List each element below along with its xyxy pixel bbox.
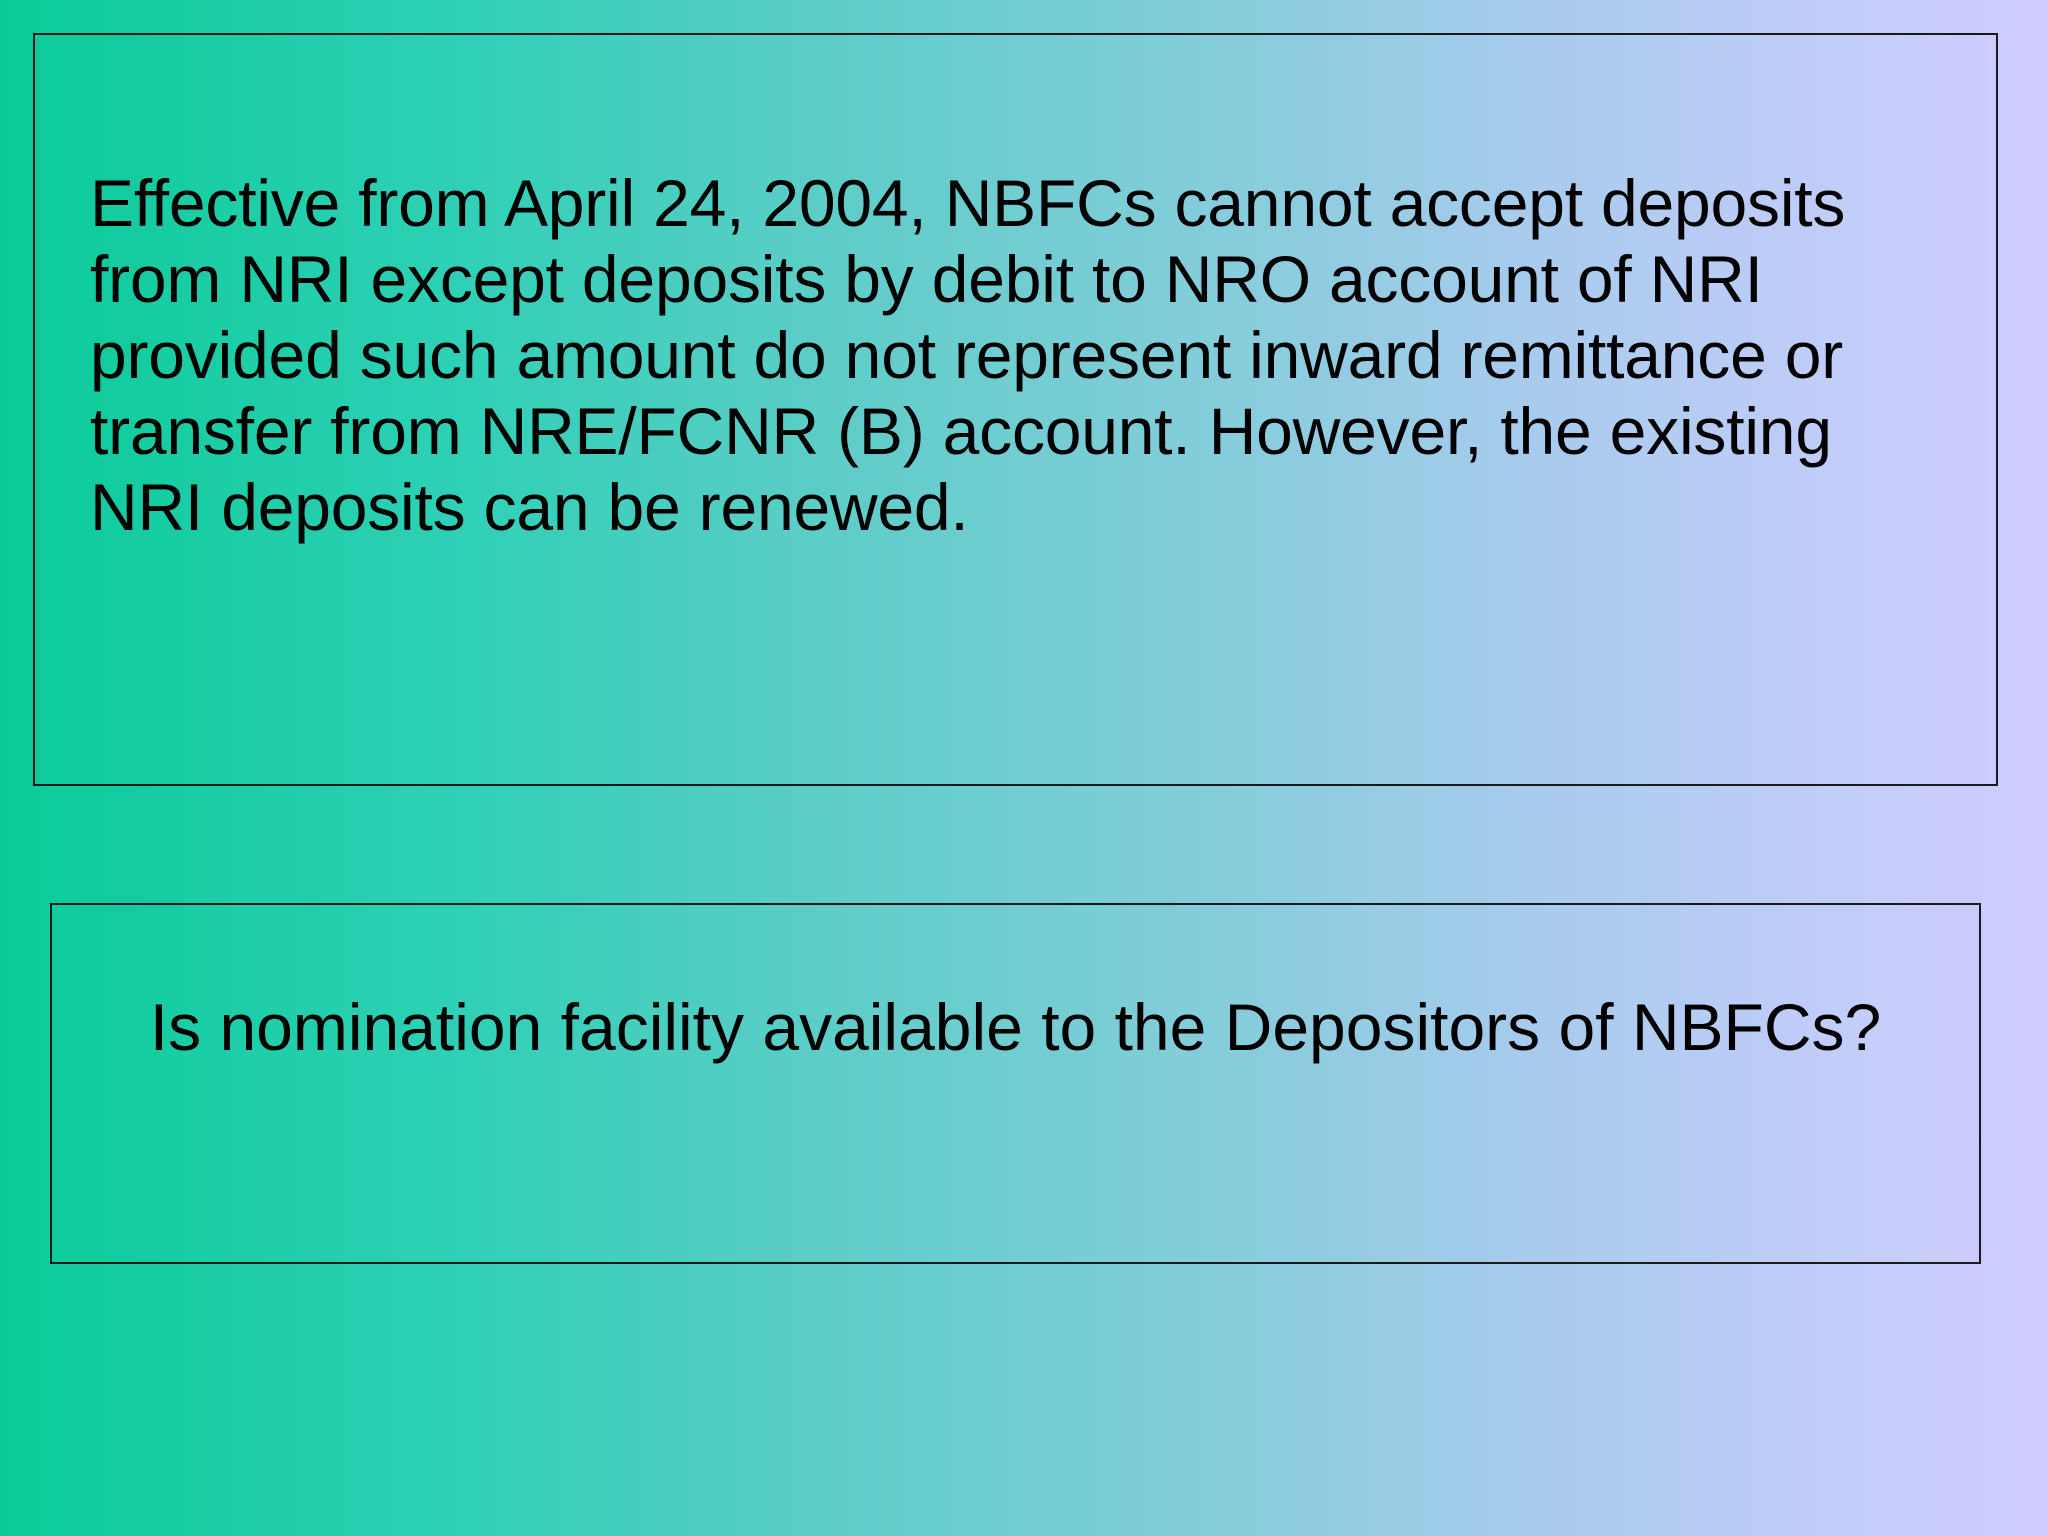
answer-text-box [33, 33, 1998, 786]
answer-line: provided such amount do not represent inward remittance or [90, 318, 1844, 392]
answer-line: NRI deposits can be renewed. [90, 470, 969, 544]
answer-line: transfer from NRE/FCNR (B) account. However, the existing [90, 394, 1832, 468]
question-text: Is nomination facility available to the Depositors of NBFCs? [149, 990, 1882, 1064]
answer-line: from NRI except deposits by debit to NRO account of NRI [90, 242, 1763, 316]
answer-paragraph [90, 165, 1950, 545]
question-text-box [50, 903, 1981, 1264]
answer-line: Effective from April 24, 2004, NBFCs cannot accept deposits [90, 166, 1846, 240]
